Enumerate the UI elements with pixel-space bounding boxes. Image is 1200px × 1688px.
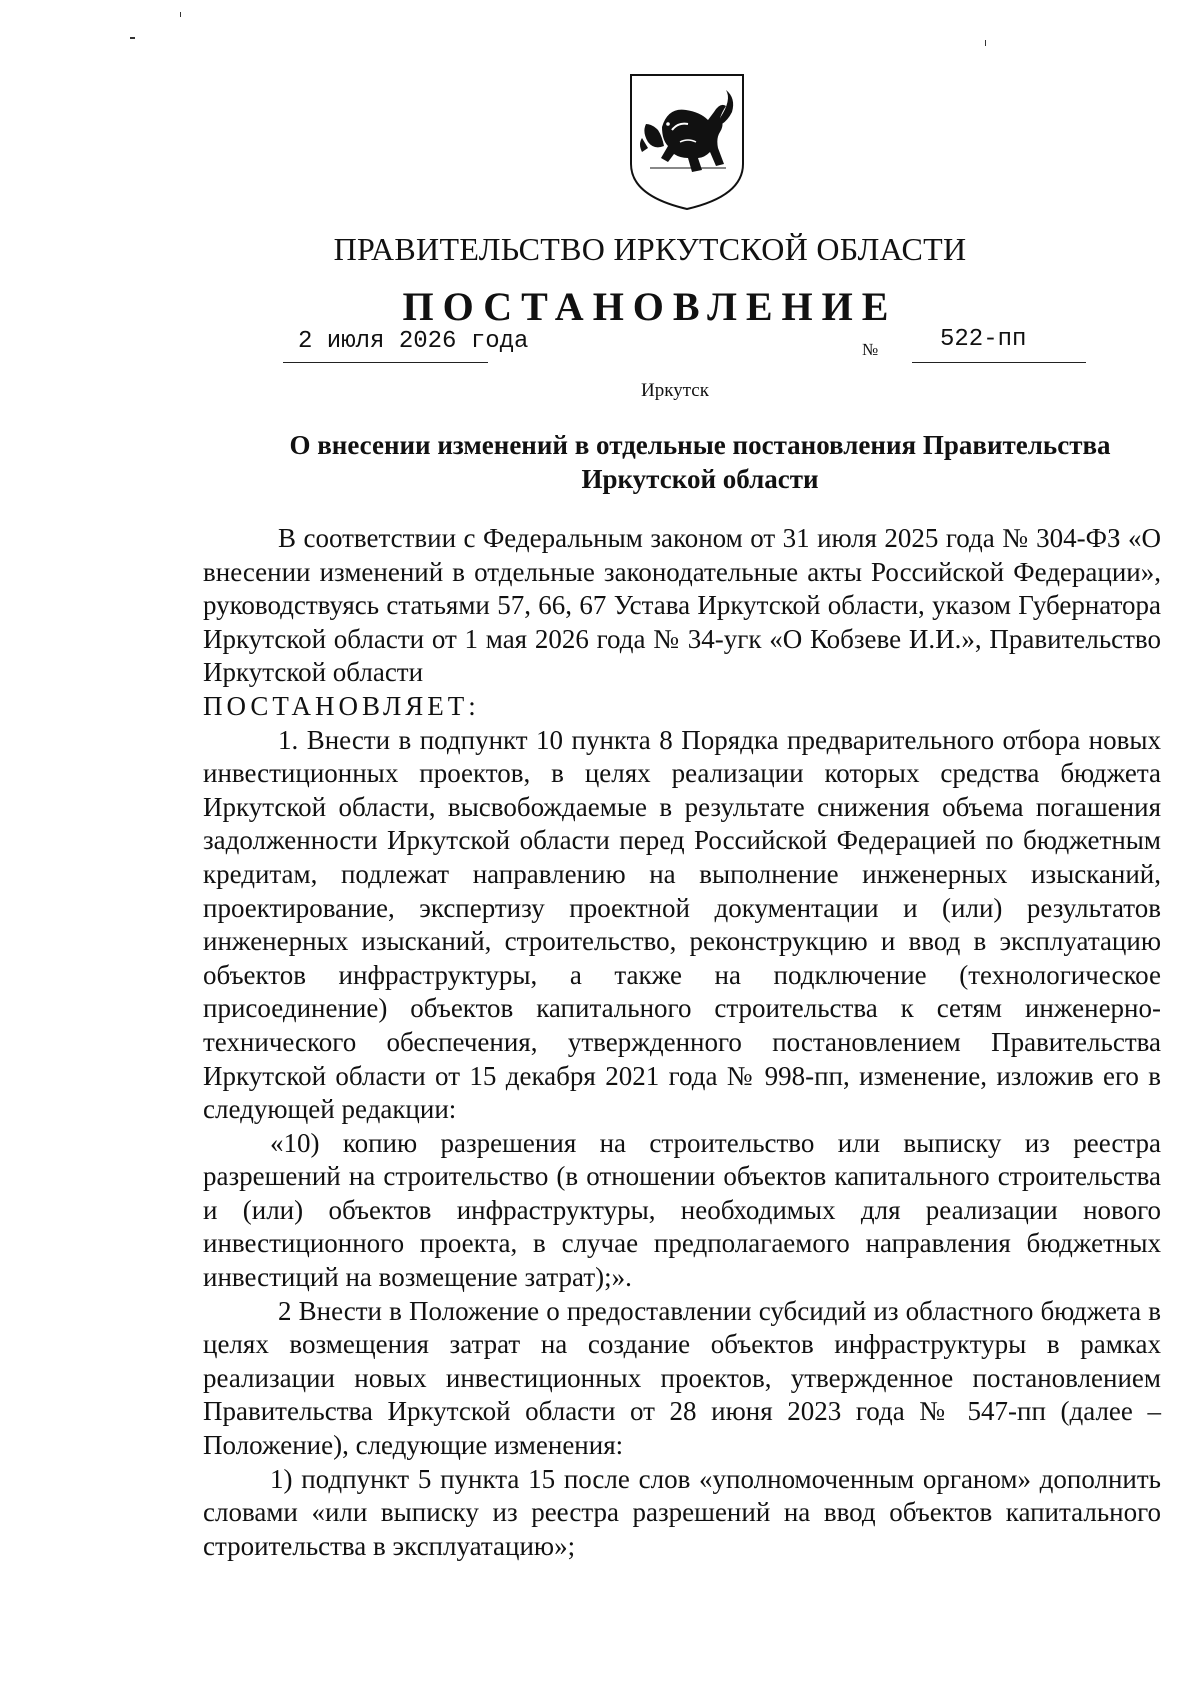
- document-date: 2 июля 2026 года: [298, 328, 529, 355]
- government-title: ПРАВИТЕЛЬСТВО ИРКУТСКОЙ ОБЛАСТИ: [333, 231, 967, 267]
- number-label: №: [862, 340, 879, 359]
- item-2-subitem-1-paragraph: 1) подпункт 5 пункта 15 после слов «уполномоченным органом» дополнить словами «или выписку из реестра разрешений на ввод объектов капитального строительства в эксплуатацию»;: [203, 1463, 1161, 1561]
- document-number: 522-пп: [940, 326, 1027, 353]
- city: Иркутск: [641, 380, 709, 401]
- irkutsk-coat-of-arms-babr-icon: [628, 72, 746, 212]
- preamble-paragraph: В соответствии с Федеральным законом от 31 июля 2025 года № 304-ФЗ «О внесении изменений в отдельные законодательные акты Российской Федерации», руководствуясь статьями 57, 66, 67 Устава Иркутской области, указом Губернатора Иркутской области от 1 мая 2026 года № 34-угк «О Кобзеве И.И.», Правительство Иркутской области: [203, 523, 1161, 688]
- document-body: [203, 522, 1161, 1563]
- document-type: ПОСТАНОВЛЕНИЕ: [402, 284, 898, 329]
- scan-speck: [985, 40, 986, 46]
- decree-word: ПОСТАНОВЛЯЕТ:: [203, 690, 480, 721]
- scan-speck: [180, 12, 181, 17]
- item-1-quote-paragraph: «10) копию разрешения на строительство или выписку из реестра разрешений на строительство (в отношении объектов капитального строительства и (или) объектов инфраструктуры, необходимых для реализации нового инвестиционного проекта, в случае предполагаемого направления бюджетных инвестиций на возмещение затрат);».: [203, 1127, 1161, 1293]
- document-heading: О внесении изменений в отдельные постановления Правительства Иркутской области: [289, 430, 1111, 494]
- item-1-paragraph: 1. Внести в подпункт 10 пункта 8 Порядка предварительного отбора новых инвестиционных проектов, в целях реализации которых средства бюджета Иркутской области, высвобождаемые в результате снижения объема погашения задолженности Иркутской области перед Российской Федерацией по бюджетным кредитам, подлежат направлению на выполнение инженерных изысканий, проектирование, экспертизу проектной документации и (или) результатов инженерных изысканий, строительство, реконструкцию и ввод в эксплуатацию объектов инфраструктуры, а также на подключение (технологическое присоединение) объектов капитального строительства к сетям инженерно-технического обеспечения, утвержденного постановлением Правительства Иркутской области от 15 декабря 2021 года № 998-пп, изменение, изложив его в следующей редакции:: [203, 724, 1161, 1125]
- item-2-paragraph: 2 Внести в Положение о предоставлении субсидий из областного бюджета в целях возмещения затрат на создание объектов инфраструктуры в рамках реализации новых инвестиционных проектов, утвержденное постановлением Правительства Иркутской области от 28 июня 2023 года № 547-пп (далее – Положение), следующие изменения:: [203, 1295, 1161, 1461]
- scan-speck: [130, 37, 135, 39]
